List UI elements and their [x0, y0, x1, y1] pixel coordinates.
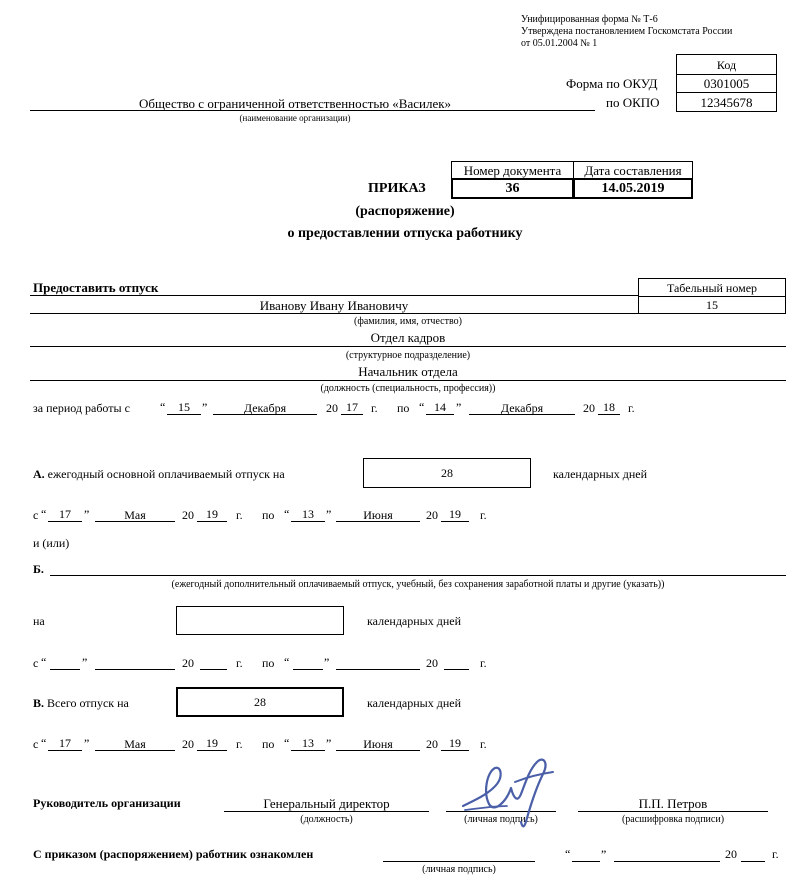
b-from-month-line — [95, 669, 175, 670]
okud-label: Форма по ОКУД — [566, 76, 658, 91]
ack-year-prefix: 20 — [725, 847, 737, 861]
order-subtitle: (распоряжение) — [355, 204, 455, 219]
head-sign-caption: (личная подпись) — [464, 814, 538, 825]
v-to-month-line — [336, 750, 420, 751]
v-to-year-suffix: г. — [480, 737, 487, 751]
okpo-value: 12345678 — [676, 92, 777, 112]
period-from-day: 15 — [178, 400, 190, 414]
a-from-open-quote: “ — [41, 507, 47, 521]
v-to-year-prefix: 20 — [426, 737, 438, 751]
approval-date: от 05.01.2004 № 1 — [521, 38, 598, 49]
section-b-days-box — [176, 606, 344, 635]
a-to-year: 19 — [449, 507, 461, 521]
period-from-year-prefix: 20 — [326, 401, 338, 415]
v-from-month: Мая — [124, 737, 146, 751]
v-to-month: Июня — [363, 737, 393, 751]
b-to-day-line — [293, 669, 323, 670]
section-v-letter: В. — [33, 696, 45, 710]
ack-year-line — [741, 861, 765, 862]
period-from-year-suffix: г. — [371, 401, 378, 415]
a-to-year-prefix: 20 — [426, 508, 438, 522]
order-title: ПРИКАЗ — [368, 181, 426, 196]
position-underline — [30, 380, 786, 381]
v-from-open-quote: “ — [41, 736, 47, 750]
a-from-day: 17 — [59, 507, 71, 521]
period-from-close-quote: ” — [202, 400, 208, 414]
head-name-caption: (расшифровка подписи) — [621, 814, 725, 825]
period-to-year-prefix: 20 — [583, 401, 595, 415]
a-from-year: 19 — [206, 507, 218, 521]
ack-open-quote: “ — [565, 847, 571, 861]
head-label: Руководитель организации — [33, 796, 181, 810]
doc-number-header: Номер документа — [451, 161, 574, 179]
b-from-prefix: с — [33, 656, 39, 670]
period-from-open-quote: “ — [160, 400, 166, 414]
section-b-days-label: календарных дней — [367, 614, 462, 628]
v-to-close-quote: ” — [326, 736, 332, 750]
v-to-label: по — [262, 737, 275, 751]
name-underline — [30, 313, 786, 314]
period-to-open-quote: “ — [419, 400, 425, 414]
b-to-close-quote: ” — [324, 655, 330, 669]
order-heading: о предоставлении отпуска работнику — [287, 226, 523, 241]
head-position-caption: (должность) — [300, 814, 353, 825]
head-name: П.П. Петров — [638, 796, 708, 811]
section-a-text: ежегодный основной оплачиваемый отпуск на — [47, 467, 285, 481]
a-from-year-line — [197, 521, 227, 522]
org-caption: (наименование организации) — [239, 113, 351, 123]
period-from-year-line — [341, 414, 363, 415]
period-to-year-suffix: г. — [628, 401, 635, 415]
v-from-prefix: с — [33, 737, 39, 751]
ack-day-line — [572, 861, 600, 862]
a-to-day: 13 — [302, 507, 314, 521]
period-from-year: 17 — [346, 400, 358, 414]
ack-year-suffix: г. — [772, 847, 779, 861]
head-position: Генеральный директор — [263, 796, 390, 811]
v-to-open-quote: “ — [284, 736, 290, 750]
a-to-month: Июня — [363, 508, 393, 522]
section-v-text: Всего отпуск на — [47, 696, 129, 710]
period-to-year: 18 — [603, 400, 615, 414]
a-from-close-quote: ” — [84, 507, 90, 521]
a-to-month-line — [336, 521, 420, 522]
a-from-year-prefix: 20 — [182, 508, 194, 522]
period-to-close-quote: ” — [456, 400, 462, 414]
doc-date-header: Дата составления — [573, 161, 693, 179]
okpo-label: по ОКПО — [606, 95, 660, 110]
section-v-days-label: календарных дней — [367, 696, 462, 710]
section-b-letter: Б. — [33, 562, 44, 576]
org-underline — [30, 110, 595, 111]
a-to-open-quote: “ — [284, 507, 290, 521]
ack-sign-caption: (личная подпись) — [422, 864, 496, 875]
period-to-month: Декабря — [500, 401, 544, 415]
okud-value: 0301005 — [676, 74, 777, 93]
tab-number-value: 15 — [638, 296, 786, 314]
section-b-on-label: на — [33, 614, 45, 628]
period-from-month-line — [213, 414, 317, 415]
a-to-year-line — [441, 521, 469, 522]
section-b-caption: (ежегодный дополнительный оплачиваемый отпуск, учебный, без сохранения заработной платы и другие (указать)) — [171, 579, 665, 590]
employee-name: Иванову Ивану Ивановичу — [259, 298, 409, 313]
v-from-year-line — [197, 750, 227, 751]
section-a-row — [33, 468, 285, 480]
b-to-label: по — [262, 656, 275, 670]
v-from-day: 17 — [59, 736, 71, 750]
organization-name: Общество с ограниченной ответственностью «Василек» — [138, 96, 452, 111]
a-from-day-line — [48, 521, 82, 522]
department: Отдел кадров — [370, 330, 446, 345]
b-from-year-prefix: 20 — [182, 656, 194, 670]
b-from-open-quote: “ — [41, 655, 47, 669]
ack-sign-line — [383, 861, 535, 862]
head-name-line — [578, 811, 768, 812]
v-to-day-line — [291, 750, 325, 751]
v-from-close-quote: ” — [84, 736, 90, 750]
a-from-month-line — [95, 521, 175, 522]
period-to-day: 14 — [434, 400, 446, 414]
unified-form-label: Унифицированная форма № Т-6 — [521, 14, 658, 25]
doc-number: 36 — [451, 178, 574, 199]
section-v-row — [33, 697, 129, 709]
period-from-month: Декабря — [243, 401, 287, 415]
tab-number-header: Табельный номер — [638, 278, 786, 297]
period-to-year-line — [598, 414, 620, 415]
doc-date: 14.05.2019 — [573, 178, 693, 199]
period-to-day-line — [426, 414, 454, 415]
section-a-days: 28 — [363, 458, 531, 488]
grant-underline — [30, 295, 638, 296]
b-from-year-suffix: г. — [236, 656, 243, 670]
a-from-prefix: с — [33, 508, 39, 522]
ack-month-line — [614, 861, 720, 862]
b-to-month-line — [336, 669, 420, 670]
b-to-year-line — [444, 669, 469, 670]
a-from-month: Мая — [124, 508, 146, 522]
v-from-day-line — [48, 750, 82, 751]
head-position-line — [224, 811, 429, 812]
period-from-day-line — [167, 414, 201, 415]
v-from-year-suffix: г. — [236, 737, 243, 751]
v-from-year-prefix: 20 — [182, 737, 194, 751]
position-caption: (должность (специальность, профессия)) — [320, 383, 496, 394]
ack-label: С приказом (распоряжением) работник ознакомлен — [33, 847, 314, 861]
period-to-month-line — [469, 414, 575, 415]
v-from-month-line — [95, 750, 175, 751]
ack-close-quote: ” — [601, 847, 607, 861]
name-caption: (фамилия, имя, отчество) — [354, 316, 462, 327]
b-to-open-quote: “ — [284, 655, 290, 669]
b-to-year-suffix: г. — [480, 656, 487, 670]
and-or-label: и (или) — [33, 536, 70, 550]
b-to-year-prefix: 20 — [426, 656, 438, 670]
section-a-letter: А. — [33, 467, 45, 481]
a-to-year-suffix: г. — [480, 508, 487, 522]
a-from-year-suffix: г. — [236, 508, 243, 522]
approval-label: Утверждена постановлением Госкомстата России — [521, 26, 733, 37]
a-to-day-line — [291, 521, 325, 522]
v-from-year: 19 — [206, 736, 218, 750]
grant-leave-label: Предоставить отпуск — [33, 280, 159, 295]
period-label: за период работы с — [33, 401, 130, 415]
v-to-day: 13 — [302, 736, 314, 750]
a-to-close-quote: ” — [326, 507, 332, 521]
b-from-year-line — [200, 669, 227, 670]
handwritten-signature — [455, 748, 565, 832]
department-caption: (структурное подразделение) — [345, 350, 471, 361]
section-v-days: 28 — [176, 687, 344, 717]
department-underline — [30, 346, 786, 347]
b-from-close-quote: ” — [82, 655, 88, 669]
a-to-label: по — [262, 508, 275, 522]
position: Начальник отдела — [358, 364, 458, 379]
code-header: Код — [676, 54, 777, 75]
v-to-year: 19 — [449, 736, 461, 750]
period-to-label: по — [397, 401, 410, 415]
section-b-underline — [50, 575, 786, 576]
section-a-days-label: календарных дней — [553, 467, 648, 481]
b-from-day-line — [50, 669, 80, 670]
